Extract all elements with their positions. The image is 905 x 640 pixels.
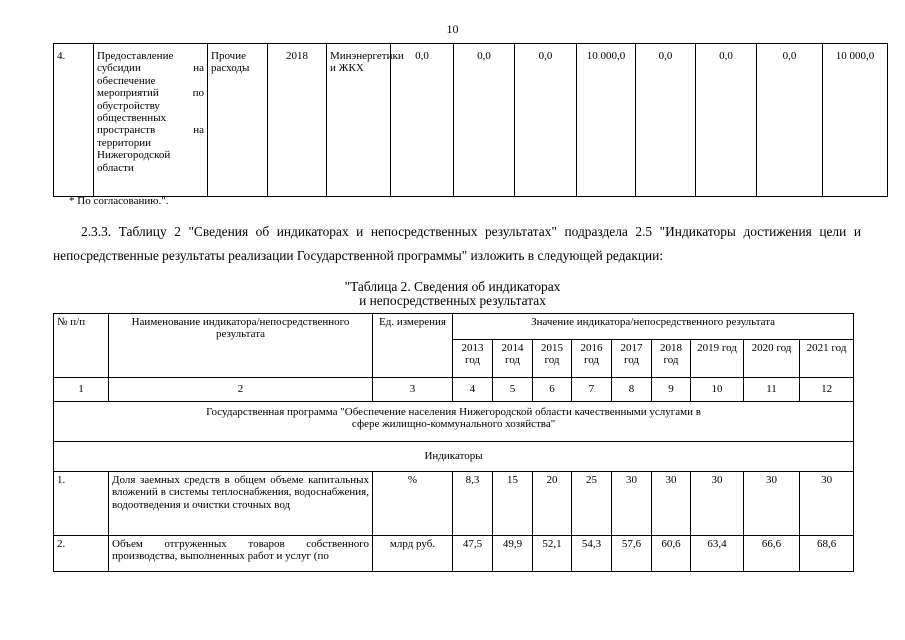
table-caption-line2: и непосредственных результатах xyxy=(359,293,546,308)
header-year: 2013 год xyxy=(453,340,493,378)
header-year: 2020 год xyxy=(744,340,800,378)
footnote: * По согласованию.". xyxy=(69,195,169,207)
value-cell: 0,0 xyxy=(454,44,515,197)
col-number: 8 xyxy=(612,378,652,402)
value-cell: 66,6 xyxy=(744,536,800,572)
header-year: 2019 год xyxy=(691,340,744,378)
col-number: 4 xyxy=(453,378,493,402)
value-cell: 30 xyxy=(691,472,744,536)
value-cell: 30 xyxy=(612,472,652,536)
col-number: 2 xyxy=(109,378,373,402)
indicator-name: Доля заемных средств в общем объеме капитальных вложений в системы теплоснабжения, водоснабжения, водоотведения и очистки сточных вод xyxy=(109,472,373,536)
value-cell: 30 xyxy=(800,472,854,536)
col-number: 6 xyxy=(533,378,572,402)
indicator-name: Объем отгруженных товаров собственного производства, выполненных работ и услуг (по xyxy=(109,536,373,572)
value-cell: 0,0 xyxy=(391,44,454,197)
executor-cell: Минэнергетики и ЖКХ xyxy=(327,44,391,197)
header-year: 2014 год xyxy=(493,340,533,378)
funding-table-continued xyxy=(53,43,888,197)
table-row xyxy=(54,536,854,572)
value-cell: 10 000,0 xyxy=(823,44,888,197)
measure-name: Предоставление субсидии на обеспечение мероприятий по обустройству общественных пространств на территории Нижегородской области xyxy=(94,44,208,197)
header-year: 2021 год xyxy=(800,340,854,378)
value-cell: 0,0 xyxy=(636,44,696,197)
row-number: 1. xyxy=(54,472,109,536)
indicators-table xyxy=(53,313,854,572)
value-cell: 20 xyxy=(533,472,572,536)
value-cell: 30 xyxy=(744,472,800,536)
value-cell: 68,6 xyxy=(800,536,854,572)
row-number: 2. xyxy=(54,536,109,572)
table-caption: "Таблица 2. Сведения об индикаторах xyxy=(344,279,561,294)
unit-cell: % xyxy=(373,472,453,536)
value-cell: 15 xyxy=(493,472,533,536)
value-cell: 0,0 xyxy=(515,44,577,197)
body-paragraph: 2.3.3. Таблицу 2 "Сведения об индикаторах и непосредственных результатах" подраздела 2.5 "Индикаторы достижения цели и непосредственные результаты реализации Государственной программы" изложить в следующей редакции: xyxy=(53,224,861,263)
header-num: № п/п xyxy=(54,314,109,378)
value-cell: 0,0 xyxy=(757,44,823,197)
value-cell: 8,3 xyxy=(453,472,493,536)
value-cell: 52,1 xyxy=(533,536,572,572)
value-cell: 25 xyxy=(572,472,612,536)
header-year: 2018 год xyxy=(652,340,691,378)
value-cell: 0,0 xyxy=(696,44,757,197)
value-cell: 57,6 xyxy=(612,536,652,572)
header-unit: Ед. измерения xyxy=(373,314,453,378)
expense-type: Прочие расходы xyxy=(208,44,268,197)
col-number: 7 xyxy=(572,378,612,402)
page-number: 10 xyxy=(446,22,459,36)
unit-cell: млрд руб. xyxy=(373,536,453,572)
program-title: Государственная программа "Обеспечение населения Нижегородской области качественными услугами в сфере жилищно-коммунального хозяйства" xyxy=(54,402,854,442)
year-cell: 2018 xyxy=(268,44,327,197)
col-number: 9 xyxy=(652,378,691,402)
row-number: 4. xyxy=(54,44,94,197)
col-number: 11 xyxy=(744,378,800,402)
value-cell: 30 xyxy=(652,472,691,536)
header-year: 2015 год xyxy=(533,340,572,378)
col-number: 5 xyxy=(493,378,533,402)
header-name: Наименование индикатора/непосредственного результата xyxy=(109,314,373,378)
header-year: 2017 год xyxy=(612,340,652,378)
value-cell: 10 000,0 xyxy=(577,44,636,197)
table-row xyxy=(54,472,854,536)
value-cell: 63,4 xyxy=(691,536,744,572)
col-number: 1 xyxy=(54,378,109,402)
header-year: 2016 год xyxy=(572,340,612,378)
value-cell: 49,9 xyxy=(493,536,533,572)
value-cell: 54,3 xyxy=(572,536,612,572)
column-numbers-row xyxy=(54,378,854,402)
table-row xyxy=(54,44,888,197)
value-cell: 60,6 xyxy=(652,536,691,572)
col-number: 12 xyxy=(800,378,854,402)
value-cell: 47,5 xyxy=(453,536,493,572)
header-values: Значение индикатора/непосредственного результата xyxy=(453,314,854,340)
section-indicators: Индикаторы xyxy=(54,442,854,472)
col-number: 3 xyxy=(373,378,453,402)
col-number: 10 xyxy=(691,378,744,402)
